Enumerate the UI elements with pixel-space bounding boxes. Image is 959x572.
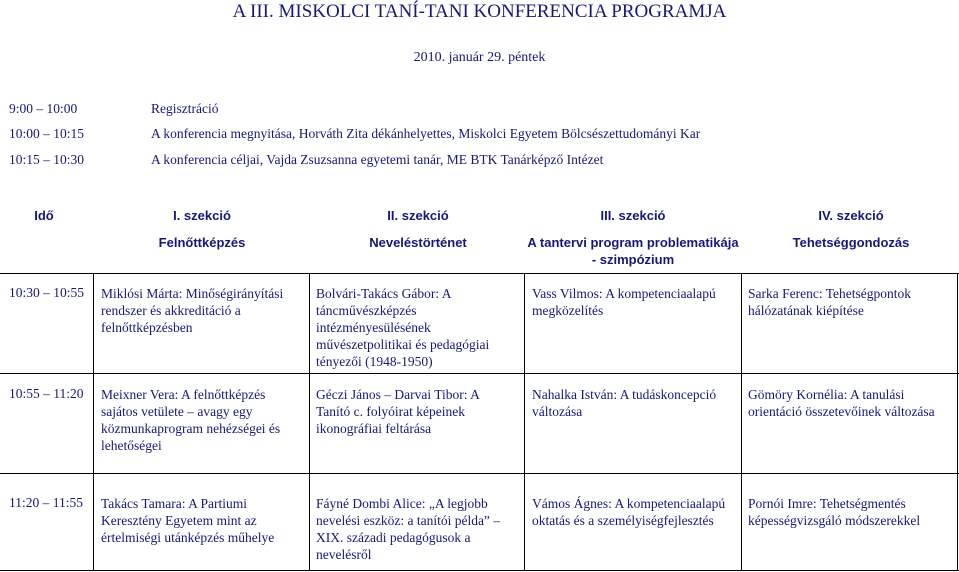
page-title: A III. MISKOLCI TANÍ-TANI KONFERENCIA PROGRAMJA: [232, 1, 727, 22]
table-cell: Miklósi Márta: Minőségirányítási rendszer és akkreditáció a felnőttképzésben: [101, 286, 284, 335]
intro-time: 10:00 – 10:15: [9, 126, 85, 141]
intro-time: 9:00 – 10:00: [9, 101, 78, 116]
table-cell: Fáyné Dombi Alice: „A legjobb nevelési eszköz: a tanítói példa” – XIX. századi pedagógusok a nevelésről: [316, 496, 501, 562]
table-cell: Gömöry Kornélia: A tanulási orientáció összetevőinek változása: [748, 387, 935, 419]
table-cell: Takács Tamara: A Partiumi Keresztény Egyetem mint az értelmiségi utánképzés műhelye: [101, 496, 275, 545]
table-rule: [957, 273, 958, 571]
section-label: II. szekció: [387, 208, 449, 223]
intro-time: 10:15 – 10:30: [9, 152, 85, 167]
section-name: Tehetséggondozás: [792, 235, 910, 250]
section-name: A tantervi program problematikája - szimpózium: [527, 235, 739, 267]
table-rule: [93, 273, 94, 571]
event-date: 2010. január 29. péntek: [413, 50, 546, 65]
table-cell: Pornói Imre: Tehetségmentés képességvizsgáló módszerekkel: [748, 496, 921, 528]
table-cell: Vámos Ágnes: A kompetenciaalapú oktatás és a személyiségfejlesztés: [532, 496, 726, 528]
table-rule: [0, 473, 959, 474]
row-time: 10:30 – 10:55: [9, 285, 85, 300]
table-cell: Nahalka István: A tudáskoncepció változása: [532, 387, 717, 419]
table-rule: [0, 570, 959, 571]
table-cell: Géczi János – Darvai Tibor: A Tanító c. folyóirat képeinek ikonográfiai feltárása: [316, 387, 480, 436]
table-rule: [524, 273, 525, 571]
intro-text: A konferencia megnyitása, Horváth Zita dékánhelyettes, Miskolci Egyetem Bölcsészettudományi Kar: [151, 126, 701, 141]
table-rule: [0, 273, 959, 274]
table-rule: [0, 373, 959, 374]
section-name: Felnőttképzés: [158, 235, 246, 250]
header-time: Idő: [34, 208, 54, 223]
row-time: 10:55 – 11:20: [9, 386, 84, 401]
table-rule: [309, 273, 310, 571]
section-label: III. szekció: [600, 208, 666, 223]
table-cell: Bolvári-Takács Gábor: A táncművészképzés intézményesülésének művészetpolitikai és pedagógiai tényezői (1948-1950): [316, 286, 490, 369]
row-time: 11:20 – 11:55: [9, 495, 83, 510]
table-rule: [741, 273, 742, 571]
table-cell: Vass Vilmos: A kompetenciaalapú megközelítés: [532, 286, 716, 318]
section-label: IV. szekció: [818, 208, 884, 223]
table-cell: Sarka Ferenc: Tehetségpontok hálózatának kiépítése: [748, 286, 912, 318]
section-label: I. szekció: [173, 208, 231, 223]
intro-text: Regisztráció: [151, 101, 219, 116]
intro-text: A konferencia céljai, Vajda Zsuzsanna egyetemi tanár, ME BTK Tanárképző Intézet: [151, 152, 604, 167]
table-cell: Meixner Vera: A felnőttképzés sajátos vetülete – avagy egy közmunkaprogram nehézségei és lehetőségei: [101, 387, 281, 453]
section-name: Neveléstörténet: [369, 235, 467, 250]
